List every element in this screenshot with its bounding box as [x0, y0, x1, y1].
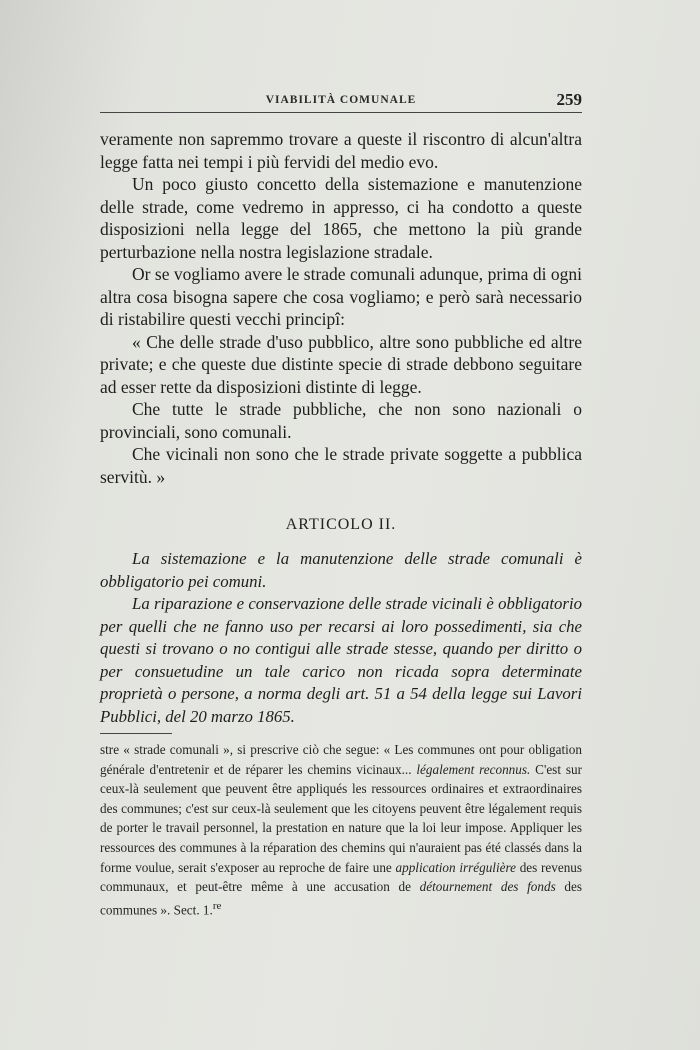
article-paragraph: La sistemazione e la manutenzione delle strade comunali è obbligatorio pei comuni.	[100, 549, 582, 591]
footnote-text	[100, 740, 582, 920]
footnote-superscript: re	[212, 899, 222, 912]
paragraph: veramente non sapremmo trovare a queste il riscontro di alcun'altra legge fatta nei tempi i più fervidi del medio evo.	[100, 129, 582, 172]
page-header	[100, 90, 582, 112]
footnote-italic: légalement reconnus.	[416, 761, 531, 777]
header-rule	[100, 112, 582, 113]
main-text	[100, 128, 582, 488]
footnote-segment: stre « strade comunali », si prescrive ciò che segue: « Les communes ont pour obligation générale d'entretenir et de réparer les chemins vicinaux...	[100, 742, 582, 777]
paragraph: Or se vogliamo avere le strade comunali adunque, prima di ogni altra cosa bisogna sapere che cosa vogliamo; e però sarà necessario di ristabilire questi vecchi principî:	[100, 264, 582, 329]
footnote-segment: C'est sur ceux-là seulement que peuvent être appliqués les ressources ordinaires et extraordinaires des communes; c'est sur ceux-là seulement que les citoyens peuvent être légalement requis de porter le travail personnel, la prestation en nature que la loi leur impose. Appliquer les ressources des communes à la réparation des chemins qui n'auraient pas été classés dans la forme voulue, serait s'exposer au reproche de faire une	[100, 761, 582, 875]
running-title: VIABILITÀ COMUNALE	[265, 94, 417, 106]
footnote-italic: application irrégulière	[395, 859, 516, 875]
footnote-segment: des communes ». Sect. 1.	[100, 879, 582, 918]
footnote-segment: des revenus communaux, et peut-être même à une accusation de	[100, 859, 583, 895]
paragraph: Un poco giusto concetto della sistemazione e manutenzione delle strade, come vedremo in appresso, ci ha condotto a queste disposizioni nella legge del 1865, che mettono la più grande perturbazione nella nostra legislazione stradale.	[100, 174, 582, 262]
quoted-paragraph: Che vicinali non sono che le strade private soggette a pubblica servitù. »	[100, 444, 582, 487]
quoted-paragraph: « Che delle strade d'uso pubblico, altre sono pubbliche ed altre private; e che queste due distinte specie di strade debbono seguitare ad esser rette da disposizioni distinte di legge.	[100, 331, 582, 397]
footnote-rule	[100, 733, 172, 734]
footnote	[100, 740, 582, 920]
article-paragraph: La riparazione e conservazione delle strade vicinali è obbligatorio per quelli che ne fanno uso per recarsi ai loro possedimenti, sia che questi si trovano o no contigui alle strade stesse, quando per diritto o per consuetudine un tale carico non ricada sopra determinate proprietà o persone, a norma degli art. 51 a 54 della legge sui Lavori Pubblici, del 20 marzo 1865.	[100, 594, 582, 726]
footnote-italic: détournement des fonds	[419, 879, 556, 895]
quoted-paragraph: Che tutte le strade pubbliche, che non sono nazionali o provinciali, sono comunali.	[100, 399, 582, 442]
page-number: 259	[556, 90, 582, 109]
article-text	[100, 548, 582, 728]
article-heading: ARTICOLO II.	[285, 516, 397, 533]
